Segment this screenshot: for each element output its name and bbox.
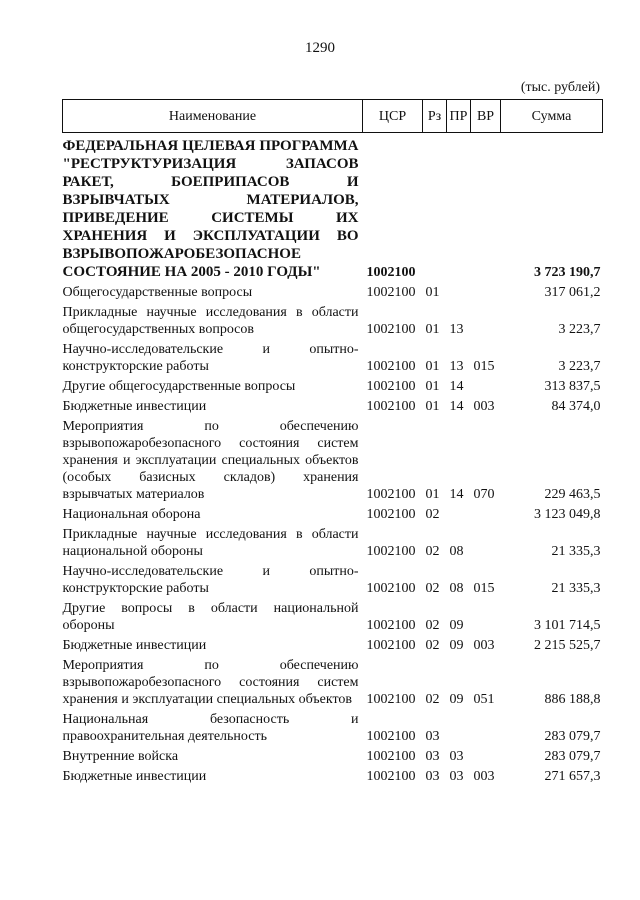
table-row xyxy=(63,708,603,745)
row-sum: 886 188,8 xyxy=(544,692,601,707)
row-vr xyxy=(471,503,501,523)
row-name: Внутренние войска xyxy=(62,749,179,764)
table-row xyxy=(63,654,603,708)
row-csr: 1002100 xyxy=(366,638,416,653)
budget-table xyxy=(62,99,603,785)
row-rz: 01 xyxy=(425,379,440,394)
row-name: Прикладные научные исследования в области общегосударственных вопросов xyxy=(62,305,359,337)
row-vr: 015 xyxy=(473,581,495,596)
row-name: Национальная оборона xyxy=(62,507,201,522)
row-name: Научно-исследовательские и опытно-конструкторские работы xyxy=(62,342,359,374)
row-pr: 13 xyxy=(449,359,464,374)
row-pr: 14 xyxy=(449,487,464,502)
row-csr: 1002100 xyxy=(366,379,416,394)
row-name: ФЕДЕРАЛЬНАЯ ЦЕЛЕВАЯ ПРОГРАММА "РЕСТРУКТУРИЗАЦИЯ ЗАПАСОВ РАКЕТ, БОЕПРИПАСОВ И ВЗРЫВЧАТЫХ МАТЕРИАЛОВ, ПРИВЕДЕНИЕ СИСТЕМЫ ИХ ХРАНЕНИЯ И ЭКСПЛУАТАЦИИ ВО ВЗРЫВОПОЖАРОБЕЗОПАСНОЕ СОСТОЯНИЕ НА 2005 - 2010 ГОДЫ" xyxy=(62,138,359,280)
table-row xyxy=(63,523,603,560)
row-pr xyxy=(447,708,471,745)
row-sum: 2 215 525,7 xyxy=(534,638,601,653)
row-vr xyxy=(471,708,501,745)
row-rz: 02 xyxy=(425,544,440,559)
row-rz: 03 xyxy=(425,729,440,744)
row-vr xyxy=(471,133,501,282)
row-sum: 21 335,3 xyxy=(551,581,601,596)
row-rz: 01 xyxy=(425,285,440,300)
row-rz: 02 xyxy=(425,692,440,707)
row-pr: 08 xyxy=(449,544,464,559)
row-name: Прикладные научные исследования в области национальной обороны xyxy=(62,527,359,559)
row-pr: 09 xyxy=(449,638,464,653)
table-row xyxy=(63,301,603,338)
row-csr: 1002100 xyxy=(366,544,416,559)
row-name: Мероприятия по обеспечению взрывопожаробезопасного состояния систем хранения и эксплуатации специальных объектов (особых базисных складов) хранения взрывчатых материалов xyxy=(62,419,359,502)
row-csr: 1002100 xyxy=(366,359,416,374)
row-vr: 003 xyxy=(473,399,495,414)
header-name: Наименование xyxy=(63,100,363,133)
row-vr xyxy=(471,301,501,338)
row-rz: 03 xyxy=(425,769,440,784)
row-sum: 84 374,0 xyxy=(551,399,601,414)
row-rz: 01 xyxy=(425,399,440,414)
row-sum: 313 837,5 xyxy=(544,379,601,394)
row-vr xyxy=(471,375,501,395)
row-vr xyxy=(471,281,501,301)
row-pr xyxy=(447,503,471,523)
row-rz: 03 xyxy=(425,749,440,764)
row-csr: 1002100 xyxy=(366,769,416,784)
table-header-row xyxy=(63,100,603,133)
row-csr: 1002100 xyxy=(366,487,416,502)
row-name: Общегосударственные вопросы xyxy=(62,285,253,300)
row-pr: 14 xyxy=(449,399,464,414)
row-vr: 003 xyxy=(473,769,495,784)
row-name: Бюджетные инвестиции xyxy=(62,769,207,784)
row-pr: 13 xyxy=(449,322,464,337)
row-rz: 01 xyxy=(425,487,440,502)
table-row-program xyxy=(63,133,603,282)
row-pr: 09 xyxy=(449,618,464,633)
row-pr: 08 xyxy=(449,581,464,596)
table-row xyxy=(63,395,603,415)
row-rz: 02 xyxy=(425,618,440,633)
units-label: (тыс. рублей) xyxy=(520,80,600,95)
row-pr: 14 xyxy=(449,379,464,394)
row-pr: 09 xyxy=(449,692,464,707)
header-pr: ПР xyxy=(447,100,471,133)
row-vr: 015 xyxy=(473,359,495,374)
row-csr: 1002100 xyxy=(366,399,416,414)
row-pr: 03 xyxy=(449,749,464,764)
header-rz: Рз xyxy=(423,100,447,133)
header-csr: ЦСР xyxy=(363,100,423,133)
row-vr: 003 xyxy=(473,638,495,653)
row-sum: 3 101 714,5 xyxy=(534,618,601,633)
row-vr xyxy=(471,523,501,560)
row-csr: 1002100 xyxy=(366,265,416,280)
table-row xyxy=(63,415,603,503)
row-sum: 283 079,7 xyxy=(544,749,601,764)
row-vr xyxy=(471,745,501,765)
row-sum: 3 223,7 xyxy=(558,359,601,374)
row-pr xyxy=(447,281,471,301)
header-vr: ВР xyxy=(471,100,501,133)
page-number: 1290 xyxy=(305,40,335,56)
row-name: Другие вопросы в области национальной обороны xyxy=(62,601,359,633)
row-rz xyxy=(423,133,447,282)
table-row xyxy=(63,560,603,597)
row-pr: 03 xyxy=(449,769,464,784)
table-row xyxy=(63,375,603,395)
row-name: Национальная безопасность и правоохранительная деятельность xyxy=(62,712,359,744)
header-sum: Сумма xyxy=(501,100,603,133)
row-rz: 02 xyxy=(425,507,440,522)
row-vr xyxy=(471,597,501,634)
row-sum: 3 123 049,8 xyxy=(534,507,601,522)
row-name: Научно-исследовательские и опытно-конструкторские работы xyxy=(62,564,359,596)
row-sum: 317 061,2 xyxy=(544,285,601,300)
table-row xyxy=(63,745,603,765)
row-vr: 070 xyxy=(473,487,495,502)
table-row xyxy=(63,338,603,375)
table-row xyxy=(63,597,603,634)
row-rz: 02 xyxy=(425,638,440,653)
row-csr: 1002100 xyxy=(366,322,416,337)
row-csr: 1002100 xyxy=(366,285,416,300)
table-row xyxy=(63,503,603,523)
table-row xyxy=(63,634,603,654)
row-sum: 3 223,7 xyxy=(558,322,601,337)
row-csr: 1002100 xyxy=(366,618,416,633)
row-csr: 1002100 xyxy=(366,581,416,596)
row-name: Бюджетные инвестиции xyxy=(62,399,207,414)
row-rz: 01 xyxy=(425,322,440,337)
row-sum: 229 463,5 xyxy=(544,487,601,502)
row-csr: 1002100 xyxy=(366,692,416,707)
row-rz: 02 xyxy=(425,581,440,596)
row-pr xyxy=(447,133,471,282)
row-rz: 01 xyxy=(425,359,440,374)
row-sum: 3 723 190,7 xyxy=(534,265,601,280)
row-csr: 1002100 xyxy=(366,729,416,744)
row-sum: 271 657,3 xyxy=(544,769,601,784)
row-csr: 1002100 xyxy=(366,749,416,764)
row-name: Бюджетные инвестиции xyxy=(62,638,207,653)
row-sum: 283 079,7 xyxy=(544,729,601,744)
row-name: Другие общегосударственные вопросы xyxy=(62,379,296,394)
row-csr: 1002100 xyxy=(366,507,416,522)
table-row xyxy=(63,281,603,301)
table-row xyxy=(63,765,603,785)
row-sum: 21 335,3 xyxy=(551,544,601,559)
row-name: Мероприятия по обеспечению взрывопожаробезопасного состояния систем хранения и эксплуатации специальных объектов xyxy=(62,658,359,707)
row-vr: 051 xyxy=(473,692,495,707)
